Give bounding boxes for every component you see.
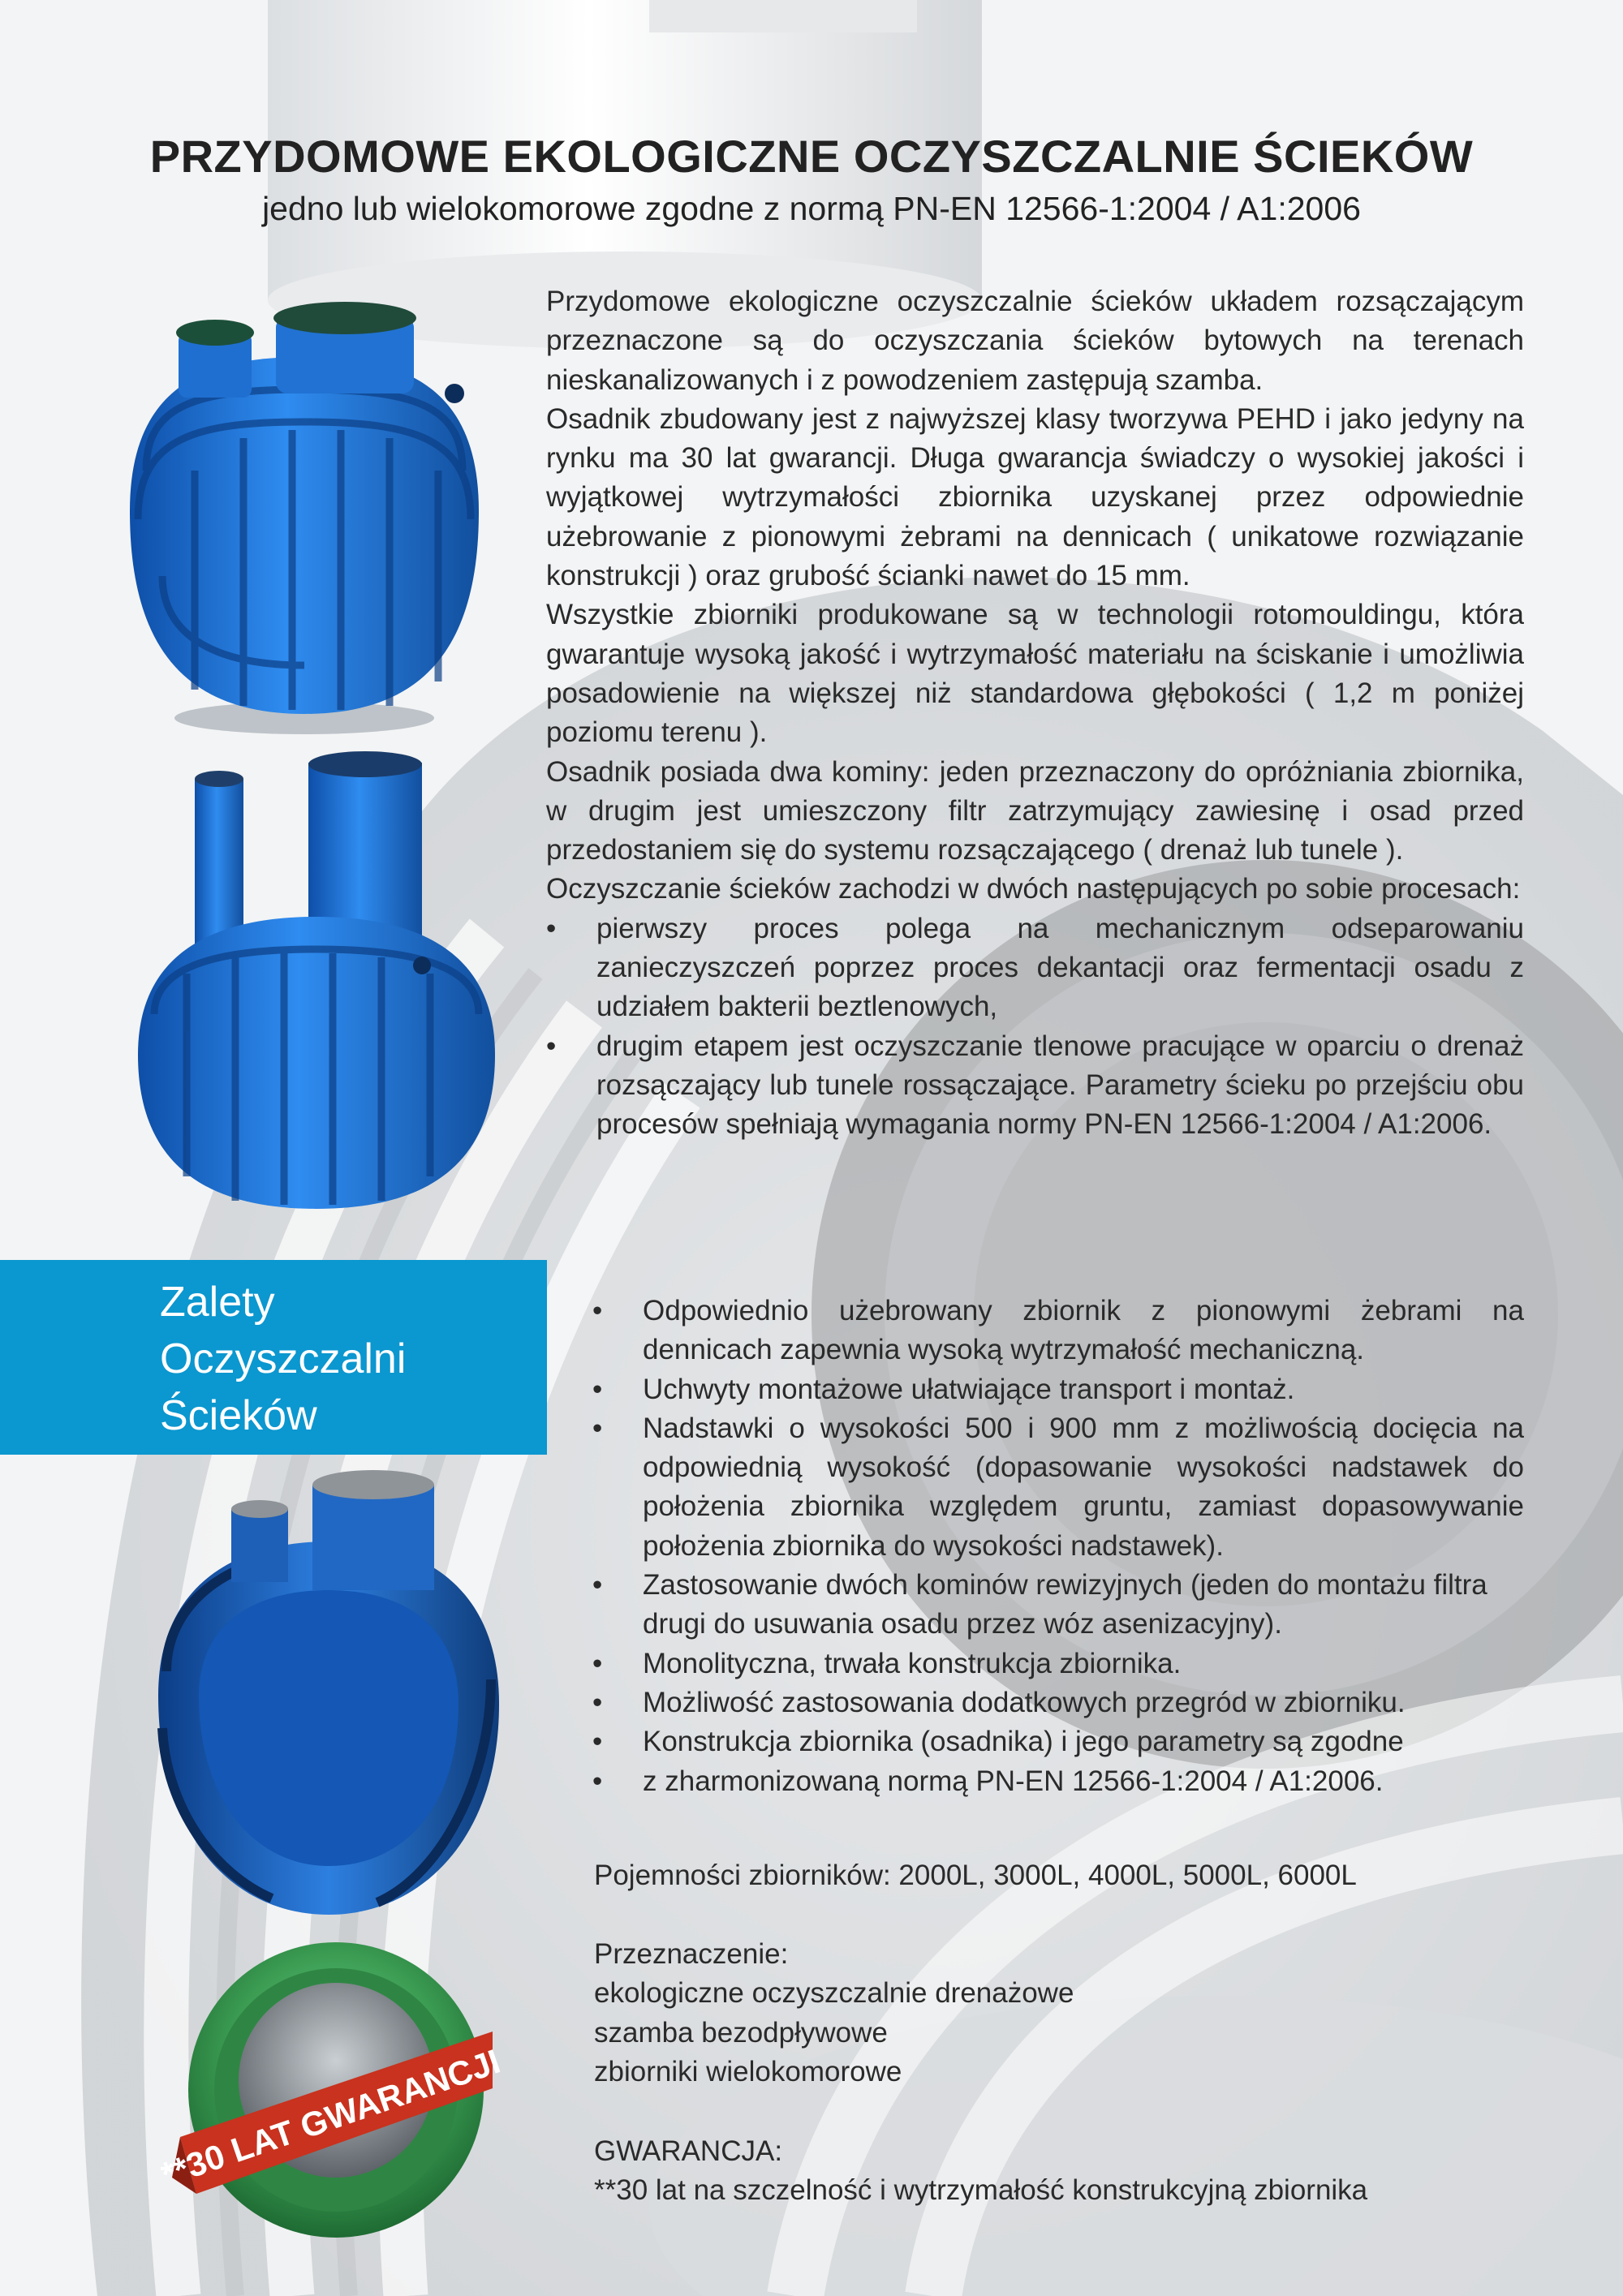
advantages-list [592,1292,1524,1801]
badge-text: **30 LAT GWARANCJI [156,2041,505,2194]
page-title: PRZYDOMOWE EKOLOGICZNE OCZYSZCZALNIE ŚCIEKÓW [149,131,1474,182]
intro-paragraph: Oczyszczanie ścieków zachodzi w dwóch następujących po sobie procesach: [546,873,1521,905]
list-item: • Uchwyty montażowe ułatwiające transport i montaż. [592,1370,1524,1409]
page-header [0,130,1623,230]
zalety-line: Oczyszczalni [160,1335,407,1382]
list-item: • Odpowiednio użebrowany zbiornik z pionowymi żebrami na dennicach zapewnia wysoką wytrzymałość mechaniczną. [592,1292,1524,1370]
page-subtitle: jedno lub wielokomorowe zgodne z normą PN-EN 12566-1:2004 / A1:2006 [262,190,1361,227]
purpose-item: szamba bezodpływowe [594,2016,888,2049]
capacities-text: Pojemności zbiorników: 2000L, 3000L, 4000L, 5000L, 6000L [594,1860,1357,1891]
list-item: • Konstrukcja zbiornika (osadnika) i jego parametry są zgodne [592,1722,1524,1761]
list-item: • Monolityczna, trwała konstrukcja zbiornika. [592,1645,1524,1683]
zalety-line: Zalety [160,1279,275,1326]
list-item: • Możliwość zastosowania dodatkowych przegród w zbiorniku. [592,1683,1524,1722]
capacities-section [594,1856,1357,1895]
advantages-section [592,1292,1524,1801]
warranty-text: **30 lat na szczelność i wytrzymałość konstrukcyjną zbiornika [594,2174,1368,2207]
purpose-section [594,1935,1074,2092]
purpose-heading: Przeznaczenie: [594,1938,789,1970]
tank-cutaway-image [150,1468,507,1923]
warranty-section [594,2132,1367,2211]
zalety-heading [160,1274,541,1444]
list-item: • pierwszy proces polega na mechanicznym odseparowaniu zanieczyszczeń poprzez proces dekantacji oraz fermentacji osadu z udziałem bakterii beztlenowych, [546,909,1524,1027]
purpose-item: ekologiczne oczyszczalnie drenażowe [594,1977,1074,2010]
list-item: • z zharmonizowaną normą PN-EN 12566-1:2004 / A1:2006. [592,1762,1524,1801]
tank-image-middle [130,755,503,1217]
purpose-item: zbiorniki wielokomorowe [594,2055,902,2087]
intro-paragraph: Osadnik posiada dwa kominy: jeden przeznaczony do opróżniania zbiornika, w drugim jest umieszczony filtr zatrzymujący zawiesinę i osad przed przedostaniem się do systemu rozsączającego ( drenaż lub tunele ). [546,755,1524,866]
tank-image-top [114,308,495,738]
list-item: • Zastosowanie dwóch kominów rewizyjnych (jeden do montażu filtra drugi do usuwania osadu przez wóz asenizacyjny). [592,1566,1524,1645]
list-item: • Nadstawki o wysokości 500 i 900 mm z możliwością docięcia na odpowiednią wysokość (dopasowanie wysokości nadstawek do położenia zbiornika względem gruntu, zamiast dopasowywanie położenia zbiornika do wysokości nadstawek). [592,1409,1524,1566]
warranty-heading: GWARANCJA: [594,2135,783,2167]
intro-paragraph: Wszystkie zbiorniki produkowane są w technologii rotomouldingu, która gwarantuje wysoką jakość i wytrzymałość materiału na ściskanie i umożliwia posadowienie na większej niż standardowa głębokości ( 1,2 m poniżej poziomu terenu ). [546,599,1524,749]
intro-section [546,282,1524,1145]
list-item: • drugim etapem jest oczyszczanie tlenowe pracujące w oparciu o drenaż rozsączający lub tunele rossączające. Parametry ścieku po przejściu obu procesów spełniają wymagania normy PN-EN 12566-1:2004 / A1:2006. [546,1027,1524,1145]
process-list [546,909,1524,1145]
intro-paragraph: Przydomowe ekologiczne oczyszczalnie ścieków układem rozsączającym przeznaczone są do oczyszczania ścieków bytowych na terenach nieskanalizowanych i z powodzeniem zastępują szamba. [546,286,1524,396]
warranty-badge-icon [156,1934,505,2247]
zalety-line: Ścieków [160,1392,317,1439]
intro-paragraph: Osadnik zbudowany jest z najwyższej klasy tworzywa PEHD i jako jedyny na rynku ma 30 lat gwarancji. Długa gwarancja świadczy o wysokiej jakości i wyjątkowej wytrzymałości zbiornika uzyskanej przez odpowiednie użebrowanie z pionowymi żebrami na dennicach ( unikatowe rozwiązanie konstrukcji ) oraz grubość ścianki nawet do 15 mm. [546,402,1524,592]
